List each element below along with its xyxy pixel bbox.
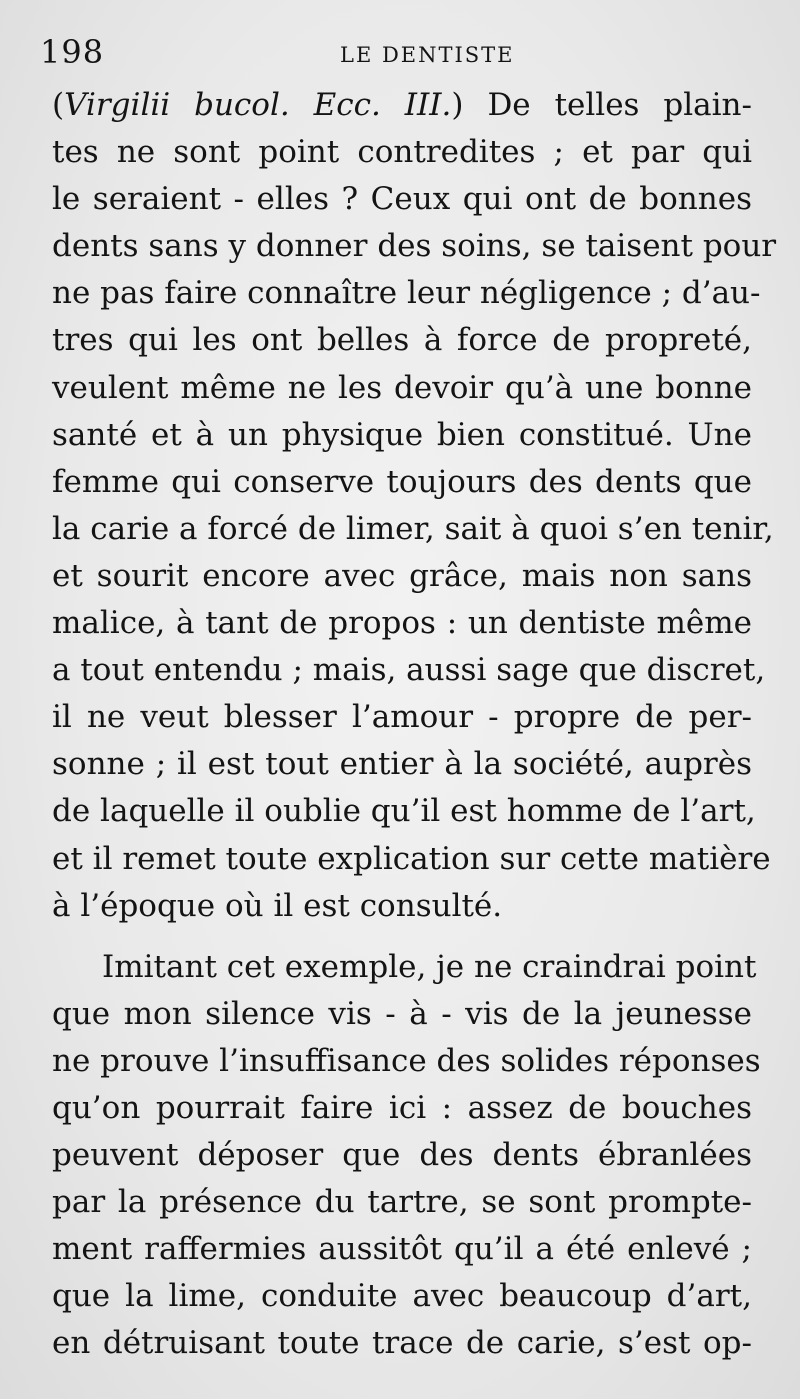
- text-line: Imitant cet exemple, je ne craindrai point: [102, 948, 757, 985]
- text-line: en détruisant toute trace de carie, s’est op-: [52, 1325, 752, 1362]
- text-line: il ne veut blesser l’amour - propre de per-: [52, 699, 752, 736]
- paragraph-gap: [52, 930, 752, 944]
- paragraph-2: [52, 944, 761, 1368]
- text-line: que la lime, conduite avec beaucoup d’art,: [52, 1278, 752, 1315]
- text-line: tres qui les ont belles à force de propreté,: [52, 322, 752, 359]
- text-line: veulent même ne les devoir qu’à une bonne: [52, 369, 752, 406]
- page-number: 198: [40, 33, 105, 71]
- text-line: qu’on pourrait faire ici : assez de bouches: [52, 1089, 752, 1126]
- text-line: ne pas faire connaître leur négligence ; d’au-: [52, 275, 761, 312]
- text-line: le seraient - elles ? Ceux qui ont de bonnes: [52, 181, 752, 218]
- text-line: tes ne sont point contredites ; et par qui: [52, 134, 752, 171]
- text-line: et il remet toute explication sur cette matière: [52, 840, 771, 877]
- text-line: malice, à tant de propos : un dentiste même: [52, 605, 752, 642]
- citation: Virgilii bucol. Ecc. III.: [64, 87, 452, 123]
- text-line: [52, 82, 752, 129]
- line-rest: ) De telles plain-: [451, 87, 752, 123]
- text-line: dents sans y donner des soins, se taisent pour: [52, 228, 777, 265]
- text-line: femme qui conserve toujours des dents que: [52, 463, 752, 500]
- text-line: sonne ; il est tout entier à la société, auprès: [52, 746, 752, 783]
- text-line: la carie a forcé de limer, sait à quoi s’en tenir,: [52, 510, 774, 547]
- body-text: [52, 82, 777, 1368]
- page-header: [40, 33, 760, 73]
- text-line: de laquelle il oublie qu’il est homme de l’art,: [52, 793, 756, 830]
- text-line: santé et à un physique bien constitué. Une: [52, 416, 752, 453]
- text-line: a tout entendu ; mais, aussi sage que discret,: [52, 652, 766, 689]
- text-line: par la présence du tartre, se sont prompte-: [52, 1184, 752, 1221]
- text-line: ment raffermies aussitôt qu’il a été enlevé ;: [52, 1231, 752, 1268]
- text-line: à l’époque où il est consulté.: [52, 887, 503, 924]
- running-head: LE DENTISTE: [340, 43, 515, 67]
- text-line: peuvent déposer que des dents ébranlées: [52, 1137, 752, 1174]
- open-paren: (: [52, 87, 65, 123]
- text-line: et sourit encore avec grâce, mais non sans: [52, 557, 752, 594]
- text-line: ne prouve l’insuffisance des solides réponses: [52, 1042, 761, 1079]
- paragraph-1: [52, 82, 777, 930]
- text-line: que mon silence vis - à - vis de la jeunesse: [52, 995, 752, 1032]
